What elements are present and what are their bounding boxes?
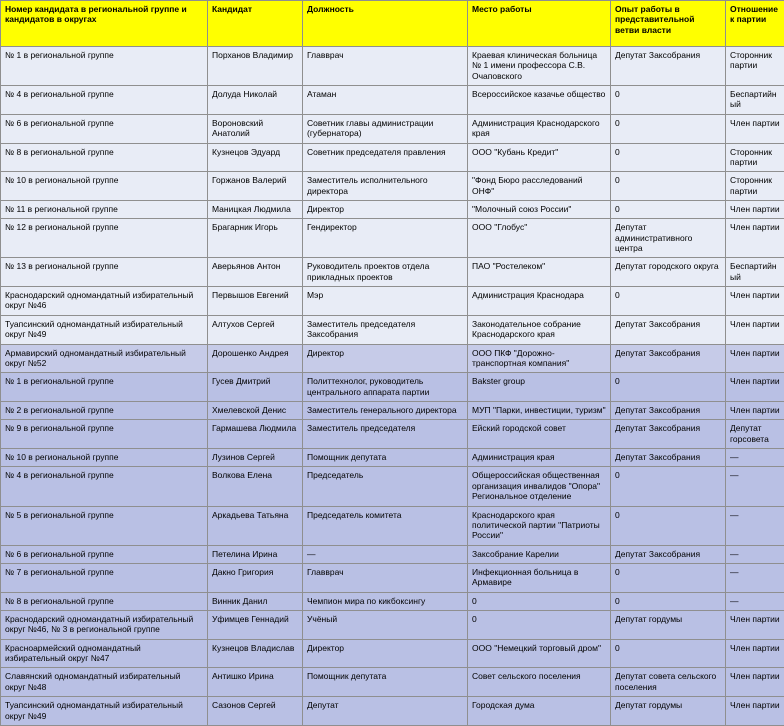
table-cell: Аверьянов Антон (208, 258, 303, 287)
table-cell: № 1 в региональной группе (1, 373, 208, 402)
table-cell: Депутат горсовета (726, 420, 784, 449)
table-cell: ПАО "Ростелеком" (468, 258, 611, 287)
table-cell: Краснодарский одномандатный избирательный округ №46, № 3 в региональной группе (1, 611, 208, 640)
table-cell: Хмелевской Денис (208, 401, 303, 419)
table-cell: Член партии (726, 639, 784, 668)
table-cell: Гусев Дмитрий (208, 373, 303, 402)
table-cell: Славянский одномандатный избирательный округ №48 (1, 668, 208, 697)
table-cell: Заместитель председателя Заксобрания (303, 315, 468, 344)
column-header-candidate: Кандидат (208, 1, 303, 47)
table-cell: Беспартийный (726, 86, 784, 115)
table-cell: Директор (303, 200, 468, 218)
table-cell: Чемпион мира по кикбоксингу (303, 592, 468, 610)
table-cell: Заместитель исполнительного директора (303, 172, 468, 201)
table-cell: Вороновский Анатолий (208, 114, 303, 143)
table-cell: Руководитель проектов отдела прикладных проектов (303, 258, 468, 287)
table-row (1, 563, 784, 592)
table-body (1, 47, 784, 726)
table-cell: Маницкая Людмила (208, 200, 303, 218)
table-cell: Городская дума (468, 697, 611, 726)
table-cell: 0 (611, 563, 726, 592)
table-cell: Ейский городской совет (468, 420, 611, 449)
table-cell: 0 (611, 506, 726, 545)
table-cell: 0 (611, 287, 726, 316)
column-header-number: Номер кандидата в региональной группе и кандидатов в округах (1, 1, 208, 47)
table-cell: Член партии (726, 697, 784, 726)
table-cell: 0 (611, 114, 726, 143)
table-row (1, 668, 784, 697)
header-row (1, 1, 784, 47)
table-cell: 0 (611, 86, 726, 115)
table-cell: Советник главы администрации (губернатора) (303, 114, 468, 143)
table-cell: Депутат Заксобрания (611, 545, 726, 563)
table-cell: Всероссийское казачье общество (468, 86, 611, 115)
table-cell: Член партии (726, 344, 784, 373)
table-cell: Депутат (303, 697, 468, 726)
table-row (1, 86, 784, 115)
table-cell: Учёный (303, 611, 468, 640)
table-row (1, 545, 784, 563)
table-cell: Винник Данил (208, 592, 303, 610)
table-cell: Член партии (726, 611, 784, 640)
table-cell: Дакно Григория (208, 563, 303, 592)
table-cell: Bakster group (468, 373, 611, 402)
table-cell: № 9 в региональной группе (1, 420, 208, 449)
table-cell: 0 (468, 611, 611, 640)
table-cell: 0 (468, 592, 611, 610)
table-cell: № 10 в региональной группе (1, 449, 208, 467)
table-cell: Порханов Владимир (208, 47, 303, 86)
table-cell: 0 (611, 639, 726, 668)
table-cell: Заместитель генерального директора (303, 401, 468, 419)
table-cell: 0 (611, 143, 726, 172)
table-cell: — (726, 545, 784, 563)
table-cell: Красноармейский одномандатный избирательный округ №47 (1, 639, 208, 668)
table-row (1, 315, 784, 344)
table-cell: Депутат Заксобрания (611, 449, 726, 467)
table-row (1, 344, 784, 373)
table-cell: Атаман (303, 86, 468, 115)
table-cell: № 11 в региональной группе (1, 200, 208, 218)
table-cell: — (303, 545, 468, 563)
table-cell: Краснодарского края политической партии "Патриоты России" (468, 506, 611, 545)
table-row (1, 592, 784, 610)
table-cell: Совет сельского поселения (468, 668, 611, 697)
table-row (1, 697, 784, 726)
table-row (1, 219, 784, 258)
table-cell: Долуда Николай (208, 86, 303, 115)
table-cell: Законодательное собрание Краснодарского края (468, 315, 611, 344)
table-cell: № 5 в региональной группе (1, 506, 208, 545)
table-cell: Алтухов Сергей (208, 315, 303, 344)
table-row (1, 639, 784, 668)
table-cell: Администрация Краснодарского края (468, 114, 611, 143)
table-cell: Краснодарский одномандатный избирательный округ №46 (1, 287, 208, 316)
table-cell: Заксобрание Карелии (468, 545, 611, 563)
table-cell: № 13 в региональной группе (1, 258, 208, 287)
table-cell: Туапсинский одномандатный избирательный округ №49 (1, 697, 208, 726)
table-cell: 0 (611, 592, 726, 610)
table-cell: Помощник депутата (303, 668, 468, 697)
table-cell: 0 (611, 467, 726, 506)
table-cell: Сторонник партии (726, 143, 784, 172)
table-cell: Туапсинский одномандатный избирательный округ №49 (1, 315, 208, 344)
table-row (1, 506, 784, 545)
table-cell: Сазонов Сергей (208, 697, 303, 726)
table-cell: Инфекционная больница в Армавире (468, 563, 611, 592)
table-cell: № 10 в региональной группе (1, 172, 208, 201)
table-cell: Первышов Евгений (208, 287, 303, 316)
table-header (1, 1, 784, 47)
table-cell: № 4 в региональной группе (1, 467, 208, 506)
table-cell: Армавирский одномандатный избирательный округ №52 (1, 344, 208, 373)
table-cell: Директор (303, 639, 468, 668)
table-cell: "Фонд Бюро расследований ОНФ" (468, 172, 611, 201)
table-cell: Член партии (726, 315, 784, 344)
table-cell: ООО "Глобус" (468, 219, 611, 258)
table-cell: Лузинов Сергей (208, 449, 303, 467)
table-cell: Директор (303, 344, 468, 373)
table-cell: Член партии (726, 219, 784, 258)
table-cell: Мэр (303, 287, 468, 316)
column-header-experience: Опыт работы в представительной ветви власти (611, 1, 726, 47)
table-cell: — (726, 506, 784, 545)
table-row (1, 449, 784, 467)
table-cell: 0 (611, 200, 726, 218)
table-cell: Волкова Елена (208, 467, 303, 506)
table-cell: Председатель комитета (303, 506, 468, 545)
table-cell: Помощник депутата (303, 449, 468, 467)
table-cell: Член партии (726, 401, 784, 419)
table-cell: Депутат гордумы (611, 697, 726, 726)
table-cell: Сторонник партии (726, 172, 784, 201)
table-cell: Политтехнолог, руководитель центрального аппарата партии (303, 373, 468, 402)
table-cell: — (726, 449, 784, 467)
table-row (1, 420, 784, 449)
table-cell: № 1 в региональной группе (1, 47, 208, 86)
table-cell: — (726, 592, 784, 610)
table-cell: Кузнецов Владислав (208, 639, 303, 668)
table-cell: Общероссийская общественная организация инвалидов "Опора" Региональное отделение (468, 467, 611, 506)
table-row (1, 114, 784, 143)
table-cell: Аркадьева Татьяна (208, 506, 303, 545)
table-cell: МУП "Парки, инвестиции, туризм" (468, 401, 611, 419)
table-cell: Дорошенко Андрея (208, 344, 303, 373)
table-cell: Председатель (303, 467, 468, 506)
table-row (1, 172, 784, 201)
table-cell: ООО "Немецкий торговый дром" (468, 639, 611, 668)
table-cell: № 8 в региональной группе (1, 592, 208, 610)
table-cell: Гармашева Людмила (208, 420, 303, 449)
table-cell: Заместитель председателя (303, 420, 468, 449)
table-cell: Член партии (726, 668, 784, 697)
table-cell: Депутат Заксобрания (611, 344, 726, 373)
table-row (1, 467, 784, 506)
table-row (1, 200, 784, 218)
table-cell: Депутат Заксобрания (611, 47, 726, 86)
table-cell: Депутат городского округа (611, 258, 726, 287)
table-cell: № 6 в региональной группе (1, 114, 208, 143)
table-row (1, 611, 784, 640)
table-cell: Кузнецов Эдуард (208, 143, 303, 172)
table-cell: 0 (611, 172, 726, 201)
table-cell: № 12 в региональной группе (1, 219, 208, 258)
table-cell: Член партии (726, 373, 784, 402)
table-cell: № 7 в региональной группе (1, 563, 208, 592)
table-cell: 0 (611, 373, 726, 402)
table-cell: Депутат совета сельского поселения (611, 668, 726, 697)
table-cell: Депутат Заксобрания (611, 401, 726, 419)
table-cell: № 6 в региональной группе (1, 545, 208, 563)
table-cell: Беспартийный (726, 258, 784, 287)
table-cell: Администрация Краснодара (468, 287, 611, 316)
table-cell: Сторонник партии (726, 47, 784, 86)
table-row (1, 47, 784, 86)
table-cell: — (726, 563, 784, 592)
table-row (1, 143, 784, 172)
column-header-party: Отношение к партии (726, 1, 784, 47)
table-cell: Антишко Ирина (208, 668, 303, 697)
table-cell: Главврач (303, 563, 468, 592)
table-cell: Горжанов Валерий (208, 172, 303, 201)
table-cell: № 8 в региональной группе (1, 143, 208, 172)
table-cell: Член партии (726, 114, 784, 143)
table-cell: Гендиректор (303, 219, 468, 258)
table-cell: "Молочный союз России" (468, 200, 611, 218)
table-row (1, 258, 784, 287)
table-cell: Уфимцев Геннадий (208, 611, 303, 640)
table-cell: Депутат Заксобрания (611, 315, 726, 344)
table-cell: — (726, 467, 784, 506)
table-cell: Член партии (726, 200, 784, 218)
table-cell: Главврач (303, 47, 468, 86)
table-cell: Петелина Ирина (208, 545, 303, 563)
table-cell: Депутат Заксобрания (611, 420, 726, 449)
table-cell: ООО ПКФ "Дорожно-транспортная компания" (468, 344, 611, 373)
table-cell: Советник председателя правления (303, 143, 468, 172)
table-cell: Депутат административного центра (611, 219, 726, 258)
table-row (1, 401, 784, 419)
table-cell: № 4 в региональной группе (1, 86, 208, 115)
column-header-workplace: Место работы (468, 1, 611, 47)
table-cell: ООО "Кубань Кредит" (468, 143, 611, 172)
table-cell: Краевая клиническая больница № 1 имени профессора С.В. Очаповского (468, 47, 611, 86)
table-row (1, 373, 784, 402)
column-header-position: Должность (303, 1, 468, 47)
table-cell: Член партии (726, 287, 784, 316)
table-cell: Администрация края (468, 449, 611, 467)
table-row (1, 287, 784, 316)
table-cell: Брагарник Игорь (208, 219, 303, 258)
table-cell: № 2 в региональной группе (1, 401, 208, 419)
table-cell: Депутат гордумы (611, 611, 726, 640)
